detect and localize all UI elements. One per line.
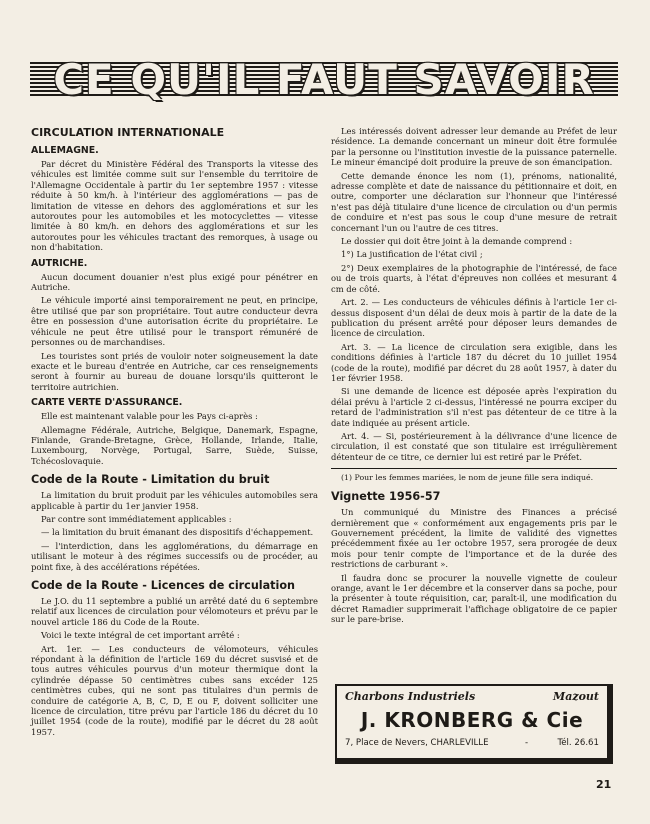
ad-separator: - <box>525 738 529 748</box>
paragraph: Un communiqué du Ministre des Finances a précisé dernièrement que « conformément aux engagements pris par le Gouvernement précédent, la limite de validité des vignettes précédemment fixée au 1er octobre 1957, sera prorogée de deux mois pour tenir compte de l'importance et de la durée des restrictions de carburant ». <box>331 507 617 570</box>
paragraph: Par contre sont immédiatement applicables : <box>41 513 232 524</box>
paragraph: Aucun document douanier n'est plus exigé pour pénétrer en Autriche. <box>31 271 318 293</box>
paragraph: Voici le texte intégral de cet important arrêté : <box>41 630 240 641</box>
advertisement-kronberg <box>335 684 613 764</box>
ad-contact <box>345 736 599 750</box>
heading-vignette: Vignette 1956-57 <box>331 490 441 504</box>
paragraph: 1°) La justification de l'état civil ; <box>341 249 483 260</box>
masthead <box>30 50 618 110</box>
masthead-title: CE QU'IL FAUT SAVOIR <box>53 55 595 104</box>
paragraph: — l'interdiction, dans les agglomérations, du démarrage en utilisant le moteur à des régimes successifs ou de procéder, au point fixe, à des accélérations répétées. <box>31 540 318 572</box>
ad-address: 7, Place de Nevers, CHARLEVILLE <box>345 738 489 748</box>
paragraph: Il faudra donc se procurer la nouvelle vignette de couleur orange, avant le 1er décembre et la conserver dans sa poche, pour la présenter à toute réquisition, car, paraît-il, une modification du décret Ramadier supprimerait l'affichage obligatoire de ce papier sur le pare-brise. <box>331 572 617 625</box>
paragraph: Le J.O. du 11 septembre a publié un arrêté daté du 6 septembre relatif aux licences de circulation pour vélomoteurs et prévu par le nouvel article 186 du Code de la Route. <box>31 596 318 627</box>
ad-tagline <box>345 690 599 706</box>
left-column <box>31 126 318 740</box>
paragraph: La limitation du bruit produit par les véhicules automobiles sera applicable à partir du 1er janvier 1958. <box>31 490 318 511</box>
paragraph: Art. 4. — Si, postérieurement à la délivrance d'une licence de circulation, il est constaté que son titulaire est irrégulièrement détenteur de ce titre, ce dernier lui est retiré par le Préfet. <box>331 430 617 462</box>
paragraph: Si une demande de licence est déposée après l'expiration du délai prévu à l'article 2 ci-dessus, l'intéressé ne pourra exciper du retard de l'administration s'il n'est pas détenteur de ce titre à la date indiquée au présent article. <box>331 386 617 428</box>
subheading-carte-verte: CARTE VERTE D'ASSURANCE. <box>31 397 183 409</box>
paragraph: Le véhicule importé ainsi temporairement ne peut, en principe, être utilisé que par son propriétaire. Tout autre conducteur devra être en possession d'une autorisation écrite du propriétaire. Le véhicule ne peut être utilisé pour le transport rémunéré de personnes ou de marchandises. <box>31 295 318 348</box>
heading-licences-circulation: Code de la Route - Licences de circulation <box>31 579 295 592</box>
paragraph: Le dossier qui doit être joint à la demande comprend : <box>341 236 573 247</box>
ad-tagline-left: Charbons Industriels <box>345 690 476 703</box>
footnote-divider <box>331 468 617 469</box>
paragraph: Les touristes sont priés de vouloir noter soigneusement la date exacte et le bureau d'entrée en Autriche, car ces renseignements seront à fournir au bureau de douane lorsqu'ils quitteront le territoire autrichien. <box>31 350 318 392</box>
page-number: 21 <box>596 778 612 791</box>
paragraph: Art. 1er. — Les conducteurs de vélomoteurs, véhicules répondant à la définition de l'article 169 du décret susvisé et de tous autres véhicules pourvus d'un moteur thermique dont la cylindrée dépasse 50 centimètres cubes sans excéder 125 centimètres cubes, qui ne sont pas titulaires d'un permis de conduire de catégorie A, B, C, D, E ou F, doivent solliciter une licence de circulation, titre prévu par l'article 186 du décret du 10 juillet 1954 (code de la route), modifié par le décret du 28 août 1957. <box>31 643 318 737</box>
paragraph: Par décret du Ministère Fédéral des Transports la vitesse des véhicules est limitée comme suit sur l'ensemble du territoire de l'Allemagne Occidentale à partir du 1er septembre 1957 : vitesse réduite à 50 km/h. à l'intérieur des agglomérations — pas de limitation de vitesse en dehors des agglomérations et sur les autoroutes pour les automobiles et les motocyclettes — vitesse limitée à 80 km/h. en dehors des agglomérations et sur les autoroutes pour les véhicules tractant des remorques, à usage ou non d'habitation. <box>31 159 318 253</box>
subheading-allemagne: ALLEMAGNE. <box>31 145 99 156</box>
paragraph: Elle est maintenant valable pour les Pays ci-après : <box>41 411 258 422</box>
paragraph: Allemagne Fédérale, Autriche, Belgique, Danemark, Espagne, Finlande, Grande-Bretagne, Grèce, Hollande, Irlande, Italie, Luxembourg, Norvège, Portugal, Sarre, Suède, Suisse, Tchécoslovaquie. <box>31 424 318 466</box>
paragraph: Les intéressés doivent adresser leur demande au Préfet de leur résidence. La demande concernant un mineur doit être formulée par la personne ou l'institution investie de la puissance paternelle. Le mineur émancipé doit produire la preuve de son émancipation. <box>331 126 617 168</box>
ad-tagline-right: Mazout <box>553 690 599 703</box>
paragraph: Cette demande énonce les nom (1), prénoms, nationalité, adresse complète et date de naissance du pétitionnaire et doit, en outre, comporter une déclaration sur l'honneur que l'intéressé n'est pas déjà titulaire d'une licence de circulation ou d'un permis de conduire et n'est pas sous le coup d'une mesure de retrait concernant l'un ou l'autre de ces titres. <box>331 170 617 233</box>
footnote: (1) Pour les femmes mariées, le nom de jeune fille sera indiqué. <box>341 473 594 483</box>
right-column <box>331 126 617 628</box>
ad-phone: Tél. 26.61 <box>557 738 599 748</box>
heading-limitation-bruit: Code de la Route - Limitation du bruit <box>31 473 270 487</box>
paragraph: Art. 3. — La licence de circulation sera exigible, dans les conditions définies à l'article 187 du décret du 10 juillet 1954 (code de la route), modifié par décret du 28 août 1957, à dater du 1er février 1958. <box>331 341 617 383</box>
paragraph: — la limitation du bruit émanant des dispositifs d'échappement. <box>41 527 314 538</box>
paragraph: Art. 2. — Les conducteurs de véhicules définis à l'article 1er ci-dessus disposent d'un délai de deux mois à partir de la date de la publication du présent arrêté pour déposer leurs demandes de licence de circulation. <box>331 297 617 339</box>
paragraph: 2°) Deux exemplaires de la photographie de l'intéressé, de face ou de trois quarts, à l'état d'épreuves non collées et mesurant 4 cm de côté. <box>331 262 617 294</box>
subheading-autriche: AUTRICHE. <box>31 257 88 269</box>
ad-company-name: J. KRONBERG & Cie <box>360 708 584 732</box>
section-heading-circulation: CIRCULATION INTERNATIONALE <box>31 126 225 139</box>
